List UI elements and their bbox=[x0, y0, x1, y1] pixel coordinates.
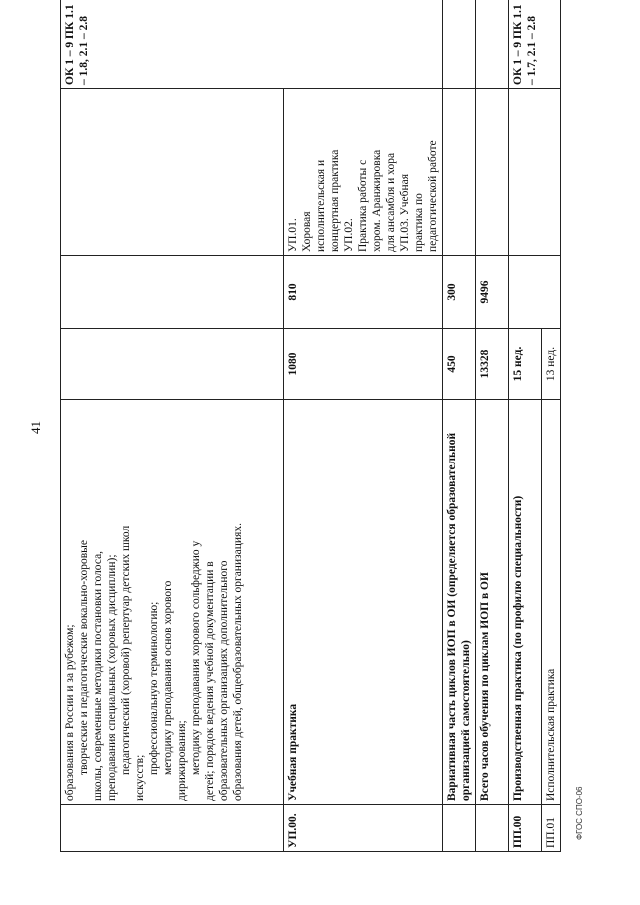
req-line: методику преподавания основ хорового bbox=[162, 580, 175, 775]
cell-name: Учебная практика bbox=[284, 400, 443, 805]
discipline-line: практика по bbox=[413, 193, 426, 252]
discipline-line: исполнительская и bbox=[315, 159, 328, 252]
curriculum-table-rotated bbox=[60, 4, 558, 852]
cell-name: Вариативная часть циклов ИОП в ОИ (определяется образовательной организацией самостоятельно) bbox=[443, 400, 476, 805]
cell-code: ПП.01 bbox=[542, 805, 561, 852]
cell-competences bbox=[443, 0, 476, 89]
cell-hours: 9496 bbox=[476, 256, 509, 329]
cell-name: Исполнительская практика bbox=[542, 400, 561, 805]
table-row-continuation bbox=[61, 0, 284, 852]
discipline-line: для ансамбля и хора bbox=[385, 152, 398, 252]
req-line: творческие и педагогические вокально-хоровые bbox=[78, 540, 91, 775]
cell-max-load bbox=[61, 329, 284, 400]
cell-hours: 810 bbox=[284, 256, 443, 329]
req-line: школы, современные методики постановки голоса, bbox=[92, 550, 105, 801]
cell-hours bbox=[509, 256, 561, 329]
table-row-total bbox=[476, 0, 509, 852]
cell-max-load: 1080 bbox=[284, 329, 443, 400]
cell-hours: 300 bbox=[443, 256, 476, 329]
curriculum-table bbox=[60, 0, 561, 852]
cell-code bbox=[476, 805, 509, 852]
discipline-line: УП.03. Учебная bbox=[399, 173, 412, 252]
req-line: искусств; bbox=[134, 754, 147, 801]
req-line: педагогический (хоровой) репертуар детских школ bbox=[120, 525, 133, 775]
cell-requirements bbox=[61, 400, 284, 805]
cell-max-load: 450 bbox=[443, 329, 476, 400]
table-row-variative bbox=[443, 0, 476, 852]
discipline-line: хором. Аранжировка bbox=[371, 149, 384, 252]
table-row-pp bbox=[509, 0, 542, 852]
cell-disciplines bbox=[61, 89, 284, 256]
cell-hours bbox=[61, 256, 284, 329]
cell-code bbox=[61, 805, 284, 852]
cell-max-load: 13 нед. bbox=[542, 329, 561, 400]
req-line: преподавания специальных (хоровых дисциплин); bbox=[106, 554, 119, 801]
discipline-line: концертная практика bbox=[329, 149, 342, 252]
req-line: образования детей, общеобразовательных организациях. bbox=[232, 523, 245, 801]
cell-max-load: 15 нед. bbox=[509, 329, 542, 400]
cell-name: Производственная практика (по профилю специальности) bbox=[509, 400, 542, 805]
req-line: методику преподавания хорового сольфеджио у bbox=[190, 540, 203, 775]
discipline-line: УП.01. bbox=[287, 218, 299, 252]
req-line: образования в России и за рубежом; bbox=[64, 624, 76, 801]
req-line: дирижирования; bbox=[176, 720, 189, 801]
cell-disciplines bbox=[284, 89, 443, 256]
req-line: профессиональную терминологию; bbox=[148, 601, 161, 775]
cell-name: Всего часов обучения по циклам ИОП в ОИ bbox=[476, 400, 509, 805]
cell-disciplines bbox=[476, 89, 509, 256]
req-line: образовательных организациях дополнительного bbox=[218, 560, 231, 801]
cell-competences: ОК 1 – 9 ПК 1.1 – 1.8, 2.1 – 2.8 bbox=[61, 0, 443, 89]
cell-code bbox=[443, 805, 476, 852]
req-line: детей; порядок ведения учебной документации в bbox=[204, 561, 217, 801]
cell-code: УП.00. bbox=[284, 805, 443, 852]
discipline-line: Хоровая bbox=[301, 211, 314, 252]
page-number: 41 bbox=[28, 421, 43, 434]
cell-competences: ОК 1 – 9 ПК 1.1 – 1.7, 2.1 – 2.8 bbox=[509, 0, 561, 89]
table-row-up bbox=[284, 0, 443, 852]
discipline-line: УП.02. bbox=[343, 218, 356, 252]
cell-disciplines bbox=[509, 89, 561, 256]
discipline-line: Практика работы с bbox=[357, 159, 370, 252]
cell-competences bbox=[476, 0, 509, 89]
cell-code: ПП.00 bbox=[509, 805, 542, 852]
cell-max-load: 13328 bbox=[476, 329, 509, 400]
footer-label: ФГОС СПО-06 bbox=[575, 786, 584, 840]
discipline-line: педагогической работе bbox=[427, 140, 440, 252]
cell-disciplines bbox=[443, 89, 476, 256]
